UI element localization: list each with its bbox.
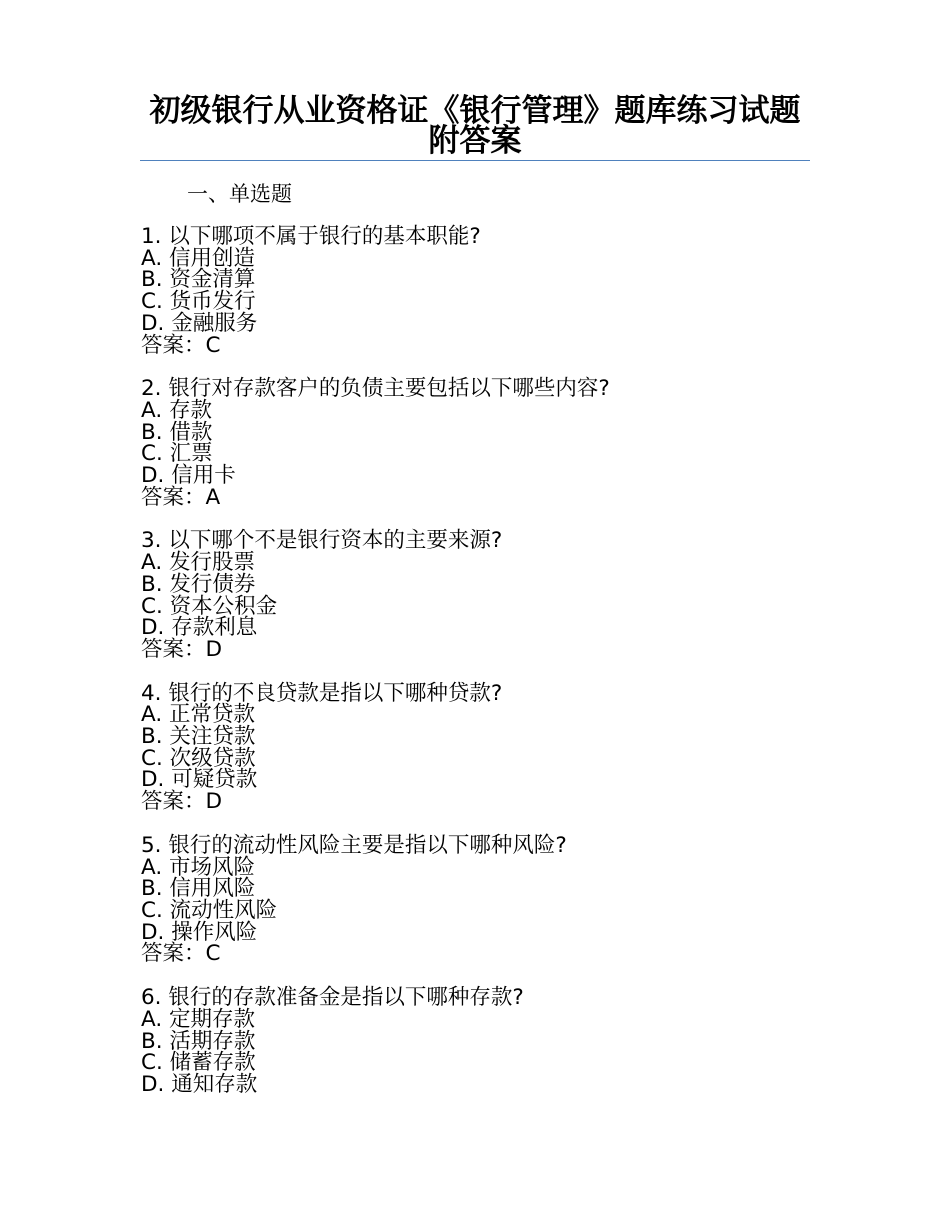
- option-a: A. 存款: [141, 397, 212, 423]
- question-5: [141, 832, 801, 967]
- question-2: [141, 378, 801, 508]
- option-c: C. 次级贷款: [141, 745, 256, 771]
- option-c: C. 货币发行: [141, 289, 256, 315]
- option-c: C. 汇票: [141, 441, 213, 467]
- option-b: B. 发行债券: [141, 571, 256, 597]
- option-d: D. 可疑贷款: [141, 767, 258, 793]
- option-b: B. 关注贷款: [141, 724, 256, 750]
- question-stem: 2. 银行对存款客户的负债主要包括以下哪些内容?: [141, 376, 610, 402]
- question-stem: 3. 以下哪个不是银行资本的主要来源?: [141, 528, 503, 554]
- option-b: B. 资金清算: [141, 267, 256, 293]
- question-6: [141, 987, 801, 1096]
- answer-line: 答案：D: [141, 636, 223, 662]
- option-b: B. 活期存款: [141, 1028, 256, 1054]
- title-underline: [140, 160, 810, 161]
- question-stem: 1. 以下哪项不属于银行的基本职能?: [141, 224, 481, 249]
- option-b: B. 信用风险: [141, 876, 256, 902]
- option-c: C. 资本公积金: [141, 593, 278, 619]
- option-b: B. 借款: [141, 419, 213, 445]
- answer-line: 答案：D: [141, 789, 223, 815]
- option-c: C. 流动性风险: [141, 897, 278, 923]
- option-a: A. 发行股票: [141, 550, 255, 576]
- option-d: D. 金融服务: [141, 310, 258, 336]
- option-a: A. 定期存款: [141, 1006, 255, 1032]
- answer-line: 答案：C: [141, 332, 221, 358]
- option-c: C. 储蓄存款: [141, 1050, 256, 1076]
- option-d: D. 通知存款: [141, 1071, 258, 1097]
- question-stem: 6. 银行的存款准备金是指以下哪种存款?: [141, 985, 524, 1011]
- question-stem: 4. 银行的不良贷款是指以下哪种贷款?: [141, 680, 503, 706]
- option-d: D. 信用卡: [141, 463, 236, 489]
- question-3: [141, 530, 801, 660]
- document-title: 初级银行从业资格证《银行管理》题库练习试题 附答案: [149, 93, 801, 159]
- option-d: D. 存款利息: [141, 615, 258, 641]
- question-stem: 5. 银行的流动性风险主要是指以下哪种风险?: [141, 832, 567, 858]
- option-a: A. 正常贷款: [141, 702, 255, 728]
- option-d: D. 操作风险: [141, 919, 258, 945]
- question-1: [141, 226, 801, 356]
- section-heading: 一、单选题: [187, 182, 292, 206]
- question-4: [141, 680, 801, 815]
- option-a: A. 信用创造: [141, 245, 255, 271]
- question-list: [141, 226, 801, 1118]
- answer-line: 答案：C: [141, 941, 221, 967]
- answer-line: 答案：A: [141, 484, 221, 510]
- option-a: A. 市场风险: [141, 854, 255, 880]
